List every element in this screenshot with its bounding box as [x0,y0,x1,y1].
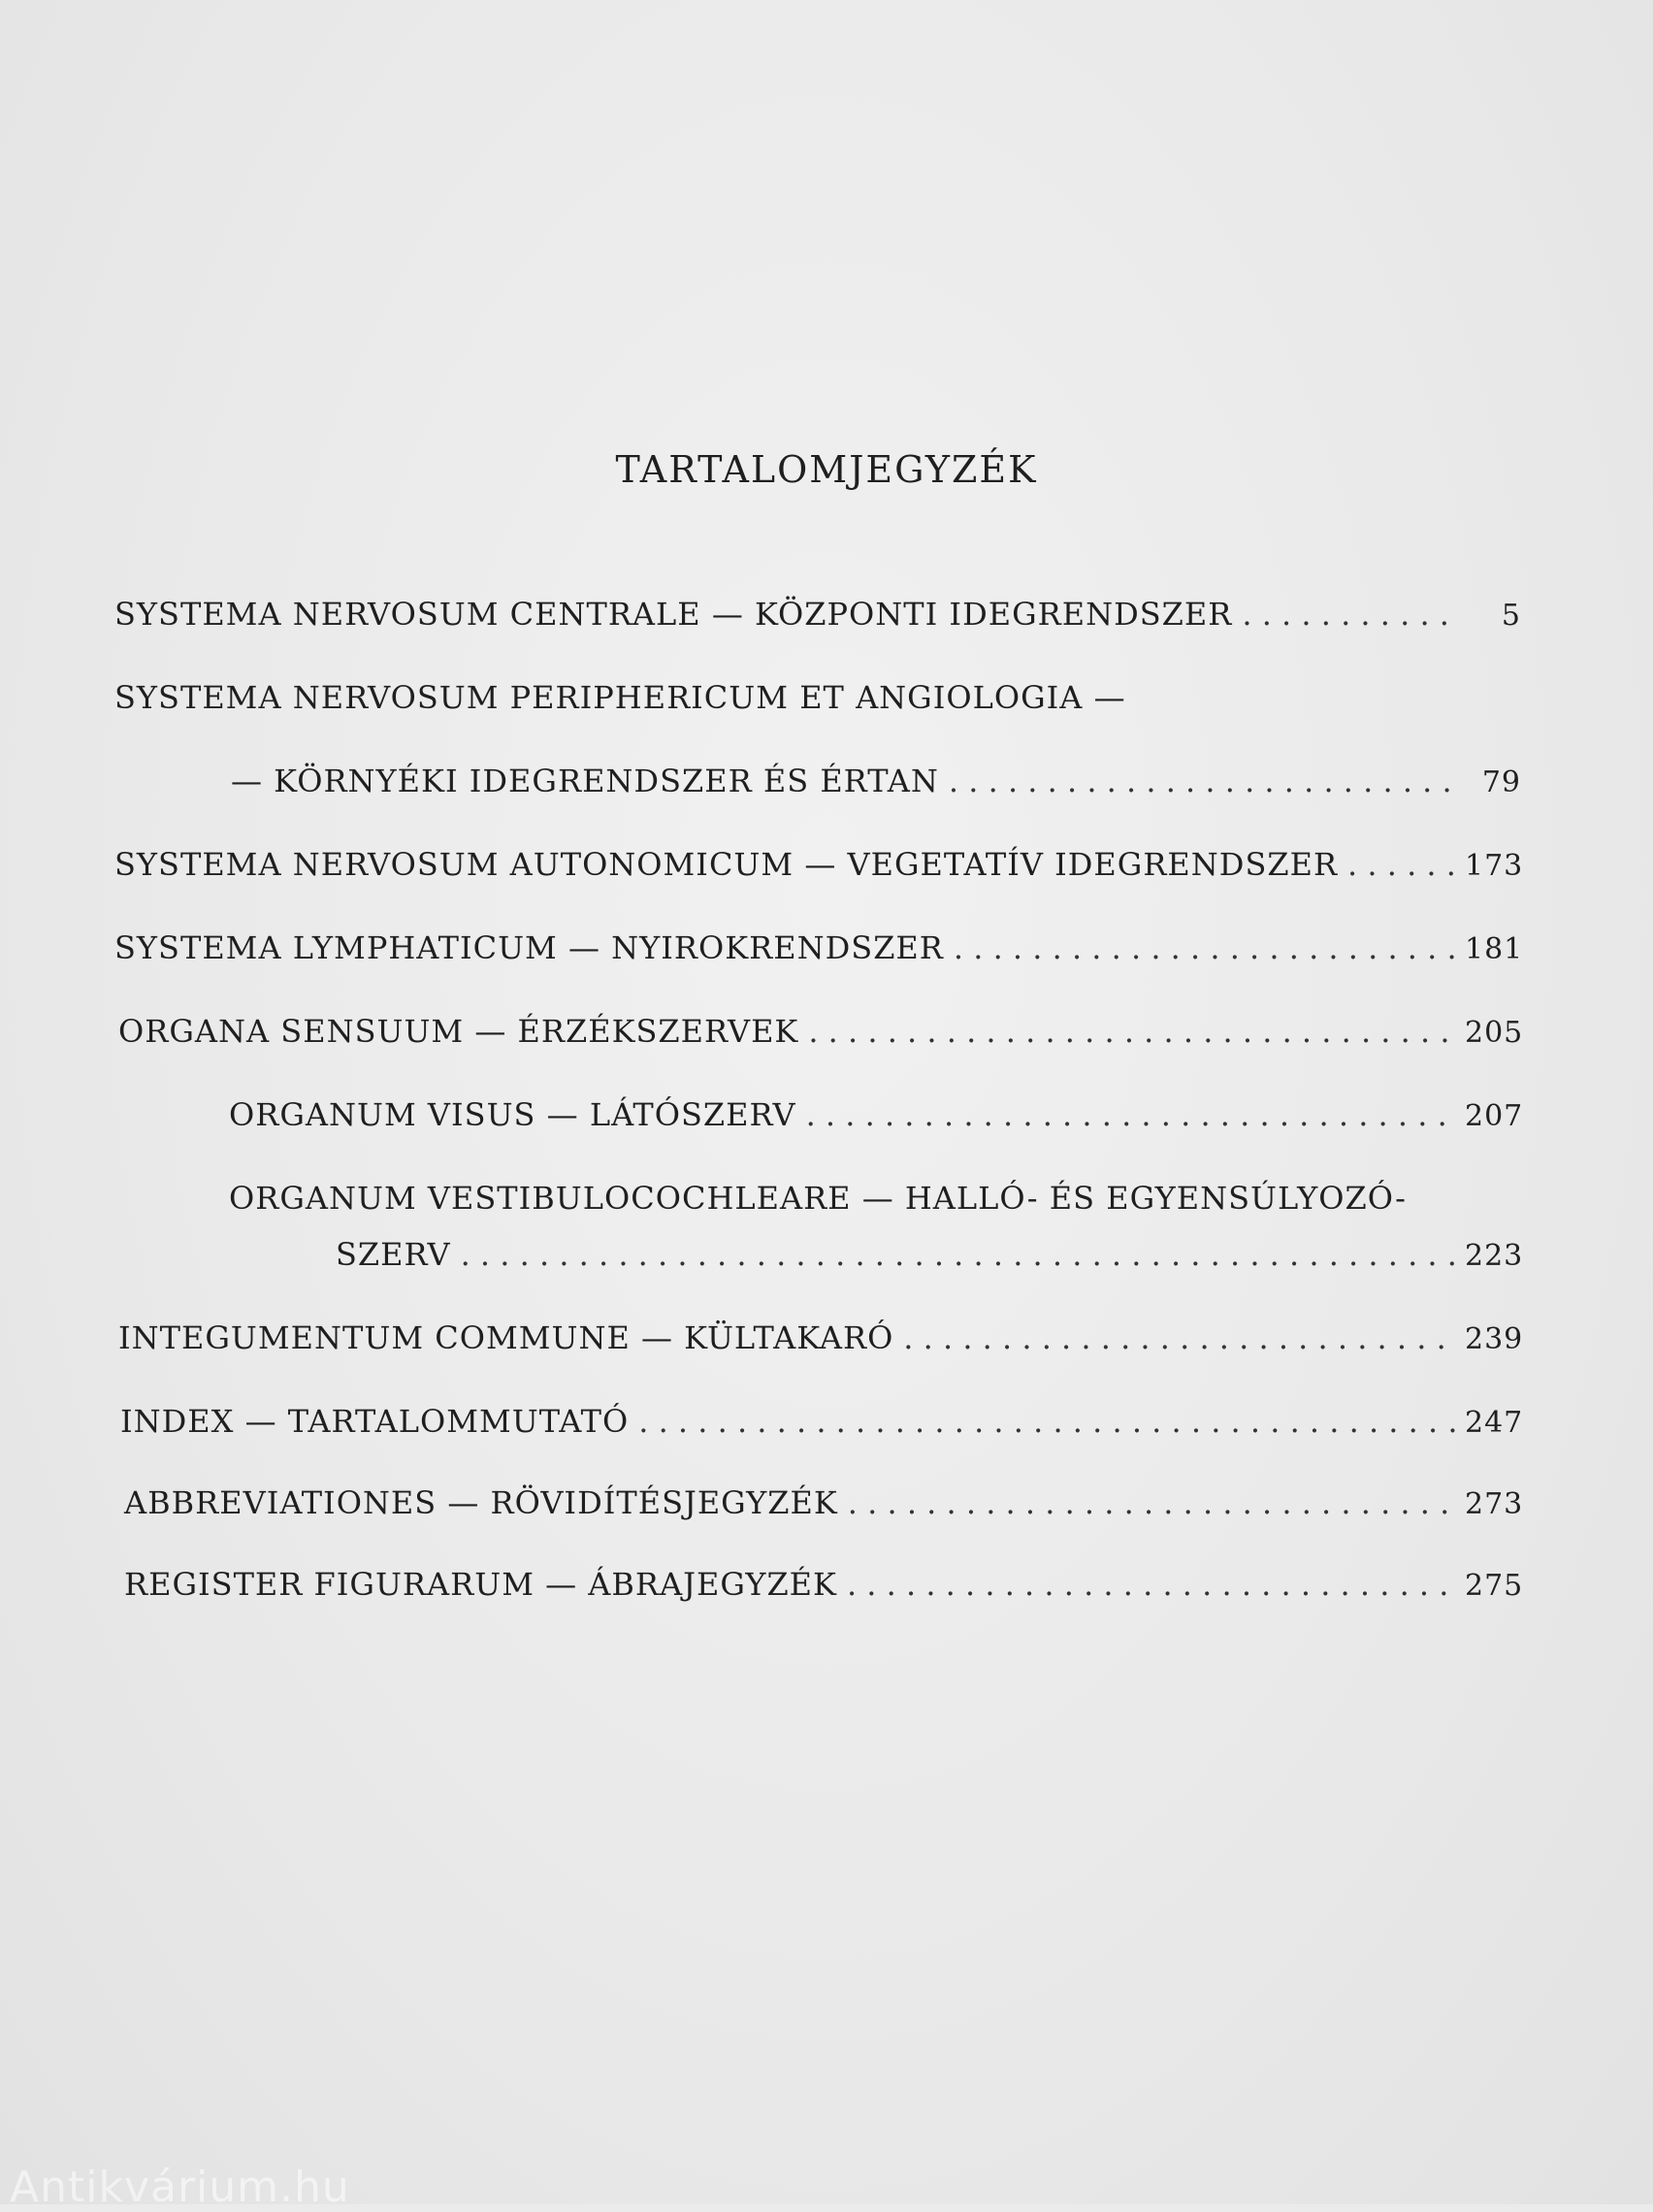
toc-entry [114,842,1524,887]
toc-entry-page: 275 [1465,1569,1524,1603]
watermark: Antikvárium.hu [10,2163,350,2212]
toc-entry-text: SYSTEMA NERVOSUM AUTONOMICUM — VEGETATÍV IDEGRENDSZER [114,846,1339,883]
toc-entry-page: 273 [1465,1487,1524,1521]
toc-entry-page: 181 [1465,932,1524,966]
toc-leader-dots [1242,592,1457,636]
toc-leader-dots [806,1092,1457,1137]
toc-leader-dots [954,926,1457,970]
toc-entry [114,926,1524,970]
toc-entry-text: ORGANA SENSUUM — ÉRZÉKSZERVEK [118,1013,799,1050]
toc-entry [229,1092,1524,1137]
toc-entry [118,1316,1524,1360]
toc-entry-text: INTEGUMENTUM COMMUNE — KÜLTAKARÓ [118,1319,894,1356]
toc-entry-page: 239 [1465,1322,1524,1356]
toc-entry-text: ORGANUM VESTIBULOCOCHLEARE — HALLÓ- ÉS EGYENSÚLYOZÓ- [229,1180,1407,1217]
toc-leader-dots [1347,842,1457,887]
toc-title: TARTALOMJEGYZÉK [615,448,1038,491]
toc-entry [114,675,1521,720]
toc-entry [124,1480,1524,1525]
toc-entry-text: ORGANUM VISUS — LÁTÓSZERV [229,1096,796,1133]
toc-entry-page: 207 [1465,1099,1524,1133]
toc-leader-dots [949,759,1457,803]
toc-entry-text: SYSTEMA NERVOSUM PERIPHERICUM ET ANGIOLOGIA — [114,679,1126,716]
toc-leader-dots [808,1009,1457,1054]
toc-entry [124,1562,1524,1607]
toc-entry-text: SYSTEMA LYMPHATICUM — NYIROKRENDSZER [114,929,944,966]
toc-leader-dots [847,1562,1457,1607]
toc-leader-dots [638,1399,1457,1444]
toc-entry-text: INDEX — TARTALOMMUTATÓ [120,1403,630,1440]
toc-entry [120,1399,1524,1444]
toc-entry-page: 173 [1465,849,1524,883]
toc-entry [114,592,1521,636]
toc-entry [231,759,1521,803]
toc-leader-dots [461,1232,1457,1277]
toc-entry-page: 205 [1465,1016,1524,1050]
toc-leader-dots [903,1316,1457,1360]
toc-entry-page: 247 [1465,1406,1524,1440]
toc-entry-text: REGISTER FIGURARUM — ÁBRAJEGYZÉK [124,1566,837,1603]
toc-entry-page: 223 [1465,1239,1524,1273]
toc-entry [118,1009,1524,1054]
toc-leader-dots [848,1480,1457,1525]
toc-entry [229,1176,1521,1220]
toc-entry-page: 79 [1481,765,1521,799]
toc-entry-text: SZERV [336,1236,451,1273]
toc-entry-page: 5 [1501,599,1521,633]
toc-entry-text: ABBREVIATIONES — RÖVIDÍTÉSJEGYZÉK [124,1484,838,1521]
toc-entry-text: SYSTEMA NERVOSUM CENTRALE — KÖZPONTI IDEGRENDSZER [114,596,1233,633]
toc-entry-text: — KÖRNYÉKI IDEGRENDSZER ÉS ÉRTAN [231,763,939,799]
toc-entry [336,1232,1524,1277]
